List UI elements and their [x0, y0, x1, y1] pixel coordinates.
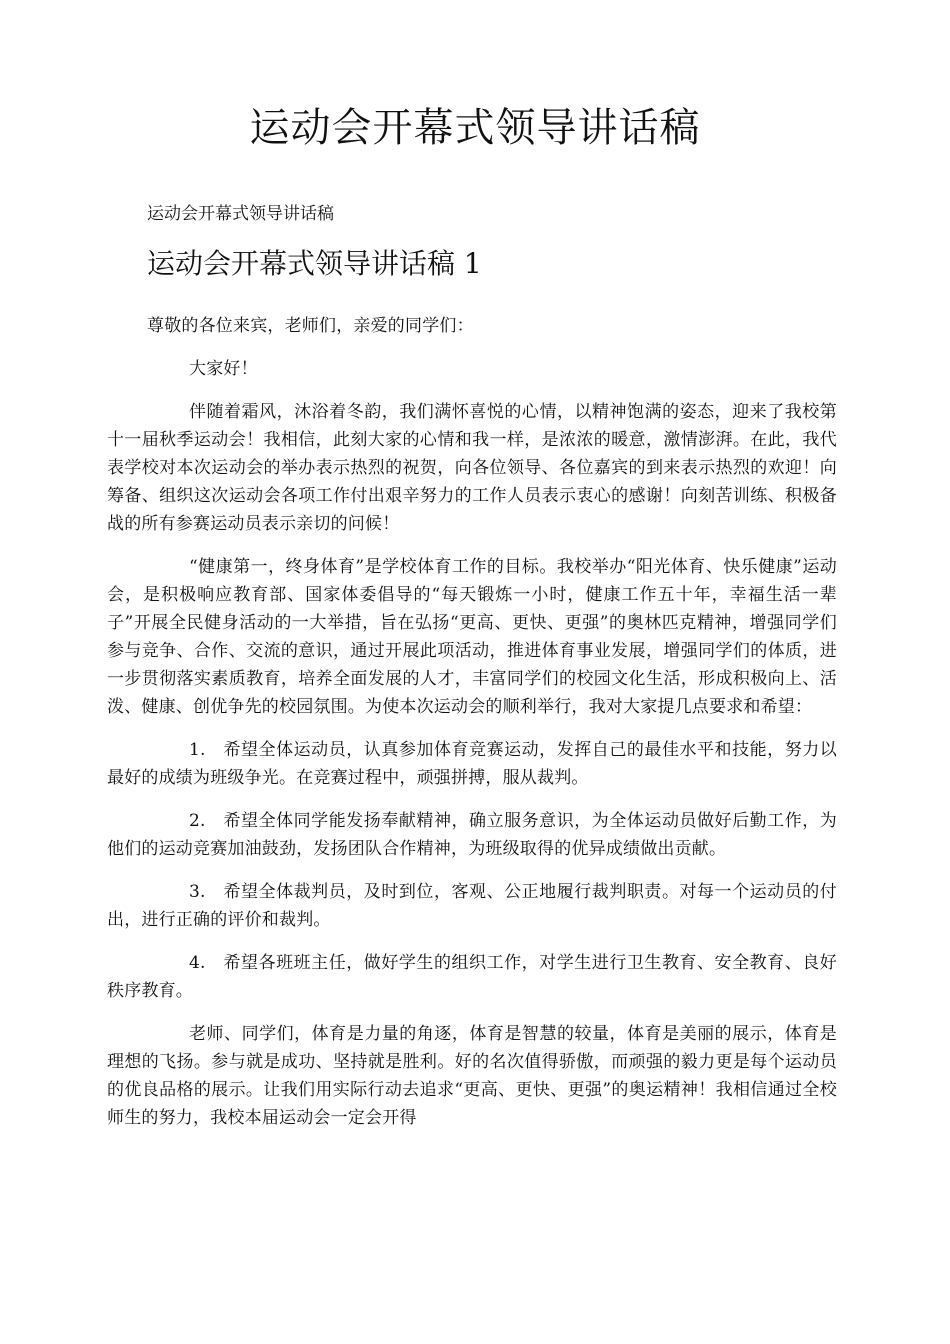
numbered-item-2: 2. 希望全体同学能发扬奉献精神，确立服务意识，为全体运动员做好后勤工作，为他们的运动竞赛加油鼓劲，发扬团队合作精神，为班级取得的优异成绩做出贡献。	[107, 811, 837, 859]
numbered-item-4: 4. 希望各班班主任，做好学生的组织工作，对学生进行卫生教育、安全教育、良好秩序教育。	[107, 953, 837, 1001]
document-title: 运动会开幕式领导讲话稿	[249, 105, 701, 151]
section-heading: 运动会开幕式领导讲话稿 1	[147, 247, 482, 280]
numbered-item-1: 1. 希望全体运动员，认真参加体育竞赛运动，发挥自己的最佳水平和技能，努力以最好的成绩为班级争光。在竞赛过程中，顽强拼搏，服从裁判。	[107, 740, 837, 788]
salutation: 尊敬的各位来宾，老师们，亲爱的同学们：	[147, 316, 474, 336]
greeting: 大家好！	[189, 359, 258, 379]
speech-body	[107, 312, 837, 1147]
paragraph-closing: 老师、同学们，体育是力量的角逐，体育是智慧的较量，体育是美丽的展示，体育是理想的飞扬。参与就是成功、坚持就是胜利。好的名次值得骄傲，而顽强的毅力更是每个运动员的优良品格的展示。让我们用实际行动去追求“更高、更快、更强”的奥运精神！我相信通过全校师生的努力，我校本届运动会一定会开得	[107, 1024, 837, 1128]
paragraph-opening: 伴随着霜风，沐浴着冬韵，我们满怀喜悦的心情，以精神饱满的姿态，迎来了我校第十一届秋季运动会！我相信，此刻大家的心情和我一样，是浓浓的暖意，激情澎湃。在此，我代表学校对本次运动会的举办表示热烈的祝贺，向各位领导、各位嘉宾的到来表示热烈的欢迎！向筹备、组织这次运动会各项工作付出艰辛努力的工作人员表示衷心的感谢！向刻苦训练、积极备战的所有参赛运动员表示亲切的问候！	[107, 402, 837, 534]
document-subtitle: 运动会开幕式领导讲话稿	[147, 204, 334, 224]
numbered-item-3: 3. 希望全体裁判员，及时到位，客观、公正地履行裁判职责。对每一个运动员的付出，进行正确的评价和裁判。	[107, 882, 837, 930]
paragraph-goals: “健康第一，终身体育”是学校体育工作的目标。我校举办“阳光体育、快乐健康”运动会，是积极响应教育部、国家体委倡导的“每天锻炼一小时，健康工作五十年，幸福生活一辈子”开展全民健身活动的一大举措，旨在弘扬“更高、更快、更强”的奥林匹克精神，增强同学们参与竞争、合作、交流的意识，通过开展此项活动，推进体育事业发展，增强同学们的体质，进一步贯彻落实素质教育，培养全面发展的人才，丰富同学们的校园文化生活，形成积极向上、活泼、健康、创优争先的校园氛围。为使本次运动会的顺利举行，我对大家提几点要求和希望：	[107, 557, 837, 717]
